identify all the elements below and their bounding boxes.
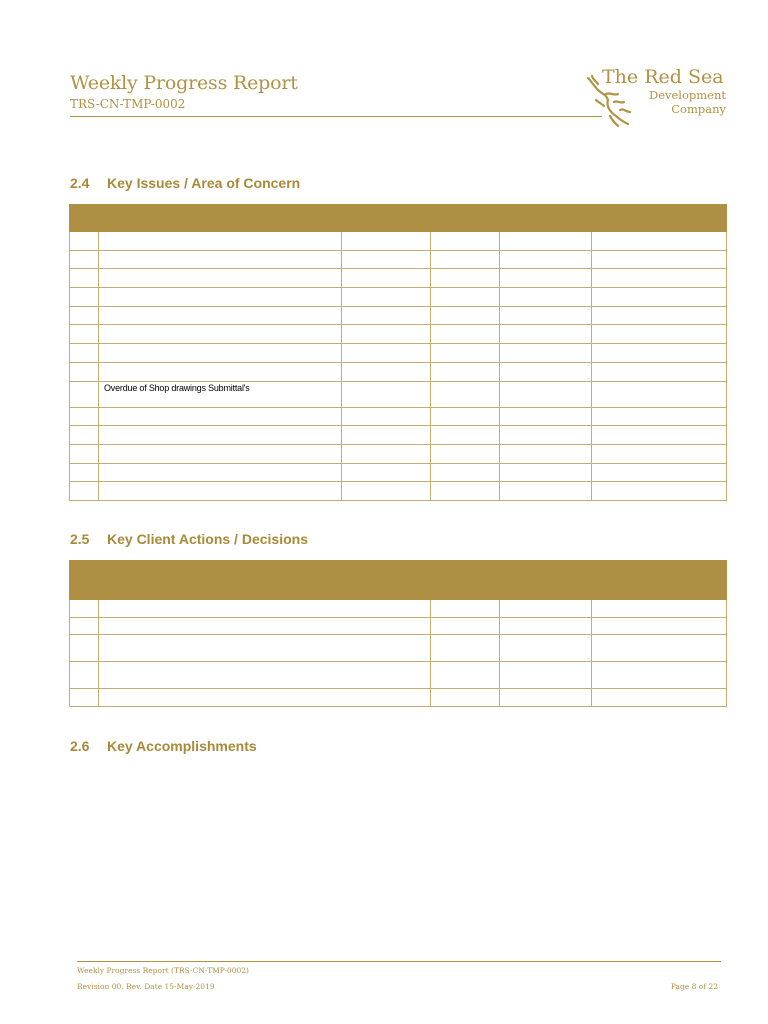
table-cell	[70, 288, 99, 307]
table-row	[70, 232, 727, 251]
table-cell	[500, 635, 592, 662]
table-cell	[431, 635, 500, 662]
table-cell	[431, 444, 500, 463]
table-cell	[70, 482, 99, 501]
cell-text	[99, 307, 341, 308]
cell-text	[342, 307, 430, 308]
table-row	[70, 600, 727, 618]
table-cell	[99, 381, 342, 407]
table-cell	[99, 444, 342, 463]
section-heading-2-6	[70, 738, 257, 754]
cell-text	[70, 382, 98, 383]
table-cell	[431, 482, 500, 501]
table-cell	[70, 250, 99, 269]
issues-table	[69, 204, 727, 501]
table-cell	[99, 325, 342, 344]
cell-text	[431, 382, 499, 383]
table-cell	[431, 325, 500, 344]
cell-text	[70, 482, 98, 483]
cell-text	[500, 325, 591, 326]
table-cell	[592, 600, 727, 618]
table-row	[70, 344, 727, 363]
table-cell	[342, 325, 431, 344]
section-number: 2.5	[70, 531, 90, 547]
table-row	[70, 250, 727, 269]
cell-text	[431, 325, 499, 326]
cell-text	[592, 635, 726, 636]
cell-text	[500, 618, 591, 619]
cell-text	[99, 464, 341, 465]
table-cell	[592, 325, 727, 344]
cell-text	[342, 232, 430, 233]
table-cell	[592, 444, 727, 463]
table-cell	[70, 344, 99, 363]
cell-text	[500, 445, 591, 446]
table-row	[70, 689, 727, 707]
table-cell	[431, 232, 500, 251]
table-cell	[500, 288, 592, 307]
cell-text	[592, 344, 726, 345]
logo-text-line1: The Red Sea	[602, 66, 724, 88]
table-cell	[431, 288, 500, 307]
table-cell	[99, 288, 342, 307]
table-cell	[342, 463, 431, 482]
cell-text	[70, 288, 98, 289]
cell-text	[592, 269, 726, 270]
table-cell	[342, 232, 431, 251]
table-row	[70, 381, 727, 407]
cell-text	[592, 464, 726, 465]
cell-text	[592, 363, 726, 364]
table-cell	[342, 482, 431, 501]
cell-text	[592, 325, 726, 326]
table-cell	[500, 426, 592, 445]
cell-text	[592, 307, 726, 308]
table-cell	[500, 600, 592, 618]
section-number: 2.4	[70, 175, 90, 191]
cell-text	[592, 445, 726, 446]
cell-text	[431, 600, 499, 601]
footer-revision: Revision 00, Rev. Date 15-May-2019	[77, 982, 215, 991]
cell-text	[592, 251, 726, 252]
table-row	[70, 325, 727, 344]
table-cell	[592, 269, 727, 288]
table-cell	[592, 288, 727, 307]
table-cell	[431, 426, 500, 445]
table-cell	[500, 306, 592, 325]
cell-text	[431, 464, 499, 465]
cell-text	[70, 689, 98, 690]
cell-text	[70, 251, 98, 252]
table-row	[70, 482, 727, 501]
cell-text	[592, 600, 726, 601]
table-cell	[500, 381, 592, 407]
table-cell	[431, 250, 500, 269]
logo-text-line3: Company	[671, 102, 726, 116]
table-cell	[99, 362, 342, 381]
header-divider	[70, 116, 602, 117]
cell-text	[342, 426, 430, 427]
cell-text	[500, 408, 591, 409]
table-cell	[70, 232, 99, 251]
table-cell	[342, 288, 431, 307]
cell-text	[500, 635, 591, 636]
table-cell	[70, 662, 99, 689]
cell-text	[99, 344, 341, 345]
cell-text	[500, 363, 591, 364]
table-header-band	[70, 205, 727, 232]
section-title: Key Issues / Area of Concern	[107, 175, 301, 191]
cell-text	[342, 408, 430, 409]
cell-text	[500, 689, 591, 690]
cell-text	[99, 445, 341, 446]
table-cell	[70, 600, 99, 618]
cell-text	[70, 344, 98, 345]
table-cell	[500, 662, 592, 689]
table-cell	[99, 662, 431, 689]
table-cell	[592, 635, 727, 662]
table-cell	[431, 689, 500, 707]
table-cell	[70, 617, 99, 635]
table-cell	[70, 269, 99, 288]
cell-text	[592, 288, 726, 289]
client-actions-table	[69, 560, 727, 707]
cell-text	[431, 408, 499, 409]
table-cell	[70, 362, 99, 381]
table-header-row	[70, 205, 727, 232]
table-cell	[99, 306, 342, 325]
table-cell	[592, 232, 727, 251]
cell-text	[431, 482, 499, 483]
cell-text	[431, 363, 499, 364]
cell-text	[70, 307, 98, 308]
table-cell	[592, 306, 727, 325]
table-cell	[500, 482, 592, 501]
table-cell	[431, 269, 500, 288]
table-cell	[342, 444, 431, 463]
table-cell	[99, 269, 342, 288]
cell-text	[431, 269, 499, 270]
footer-divider	[77, 961, 721, 962]
cell-text	[592, 232, 726, 233]
table-row	[70, 444, 727, 463]
table-cell	[342, 381, 431, 407]
table-cell	[592, 463, 727, 482]
cell-text	[342, 344, 430, 345]
table-cell	[342, 269, 431, 288]
cell-text	[70, 325, 98, 326]
table-cell	[431, 362, 500, 381]
section-number: 2.6	[70, 738, 90, 754]
table-row	[70, 288, 727, 307]
table-header-band	[70, 561, 727, 600]
cell-text	[342, 288, 430, 289]
table-cell	[99, 250, 342, 269]
section-title: Key Client Actions / Decisions	[107, 531, 308, 547]
cell-text	[500, 269, 591, 270]
table-cell	[99, 407, 342, 426]
cell-text	[342, 325, 430, 326]
cell-text: Overdue of Shop drawings Submittal's	[104, 382, 250, 393]
cell-text	[500, 344, 591, 345]
cell-text	[70, 408, 98, 409]
cell-text	[70, 363, 98, 364]
table-cell	[99, 635, 431, 662]
cell-text	[99, 600, 430, 601]
cell-text	[99, 251, 341, 252]
table-header-row	[70, 561, 727, 600]
table-cell	[500, 617, 592, 635]
table-cell	[99, 344, 342, 363]
table-row	[70, 463, 727, 482]
table-cell	[592, 362, 727, 381]
table-cell	[592, 381, 727, 407]
table-cell	[70, 325, 99, 344]
table-cell	[500, 444, 592, 463]
table-cell	[500, 689, 592, 707]
cell-text	[99, 635, 430, 636]
cell-text	[431, 635, 499, 636]
table-cell	[431, 306, 500, 325]
table-cell	[99, 426, 342, 445]
cell-text	[431, 445, 499, 446]
table-cell	[431, 344, 500, 363]
cell-text	[431, 662, 499, 663]
table-row	[70, 426, 727, 445]
table-row	[70, 362, 727, 381]
table-cell	[592, 344, 727, 363]
cell-text	[592, 426, 726, 427]
table-cell	[99, 482, 342, 501]
table-cell	[500, 362, 592, 381]
table-cell	[99, 689, 431, 707]
cell-text	[70, 269, 98, 270]
table-row	[70, 269, 727, 288]
table-cell	[592, 617, 727, 635]
logo-text-line2: Development	[648, 88, 726, 102]
table-cell	[342, 362, 431, 381]
cell-text	[592, 482, 726, 483]
cell-text	[342, 445, 430, 446]
table-cell	[70, 306, 99, 325]
company-logo	[584, 64, 730, 130]
table-cell	[70, 407, 99, 426]
cell-text	[70, 662, 98, 663]
table-row	[70, 407, 727, 426]
cell-text	[592, 662, 726, 663]
cell-text	[99, 408, 341, 409]
table-cell	[500, 232, 592, 251]
cell-text	[99, 232, 341, 233]
document-code: TRS-CN-TMP-0002	[70, 97, 186, 111]
cell-text	[70, 232, 98, 233]
section-title: Key Accomplishments	[107, 738, 257, 754]
table-cell	[500, 344, 592, 363]
section-heading-2-4	[70, 175, 300, 191]
cell-text	[70, 426, 98, 427]
table-cell	[342, 426, 431, 445]
table-cell	[70, 381, 99, 407]
cell-text	[500, 232, 591, 233]
cell-text	[70, 445, 98, 446]
cell-text	[431, 251, 499, 252]
table-cell	[431, 600, 500, 618]
cell-text	[500, 307, 591, 308]
table-cell	[500, 325, 592, 344]
table-row	[70, 306, 727, 325]
cell-text	[431, 307, 499, 308]
table-cell	[70, 463, 99, 482]
cell-text	[342, 363, 430, 364]
table-cell	[500, 250, 592, 269]
footer-report-name: Weekly Progress Report (TRS-CN-TMP-0002)	[77, 966, 249, 975]
table-cell	[342, 250, 431, 269]
cell-text	[500, 288, 591, 289]
cell-text	[431, 689, 499, 690]
table-cell	[592, 407, 727, 426]
cell-text	[70, 635, 98, 636]
table-cell	[99, 617, 431, 635]
table-cell	[70, 635, 99, 662]
cell-text	[500, 251, 591, 252]
cell-text	[342, 464, 430, 465]
table-cell	[592, 482, 727, 501]
table-cell	[500, 269, 592, 288]
table-cell	[431, 463, 500, 482]
table-cell	[592, 426, 727, 445]
table-cell	[500, 407, 592, 426]
table-cell	[70, 444, 99, 463]
cell-text	[70, 464, 98, 465]
cell-text	[431, 344, 499, 345]
cell-text	[99, 426, 341, 427]
cell-text	[342, 269, 430, 270]
cell-text	[592, 408, 726, 409]
table-row	[70, 635, 727, 662]
table-cell	[342, 407, 431, 426]
cell-text	[342, 482, 430, 483]
table-cell	[99, 463, 342, 482]
cell-text	[500, 382, 591, 383]
cell-text	[99, 325, 341, 326]
cell-text	[99, 689, 430, 690]
table-row	[70, 617, 727, 635]
table-cell	[70, 426, 99, 445]
table-cell	[342, 344, 431, 363]
footer-page-number: Page 8 of 22	[670, 982, 718, 991]
cell-text	[70, 600, 98, 601]
table-cell	[99, 600, 431, 618]
table-row	[70, 662, 727, 689]
cell-text	[431, 426, 499, 427]
cell-text	[99, 363, 341, 364]
cell-text	[500, 600, 591, 601]
table-cell	[431, 662, 500, 689]
cell-text	[99, 288, 341, 289]
cell-text	[500, 662, 591, 663]
cell-text	[431, 618, 499, 619]
table-cell	[592, 689, 727, 707]
table-cell	[431, 617, 500, 635]
cell-text	[342, 382, 430, 383]
cell-text	[99, 618, 430, 619]
cell-text	[70, 618, 98, 619]
cell-text	[500, 426, 591, 427]
cell-text	[99, 662, 430, 663]
cell-text	[99, 269, 341, 270]
section-heading-2-5	[70, 531, 308, 547]
cell-text	[431, 232, 499, 233]
table-cell	[342, 306, 431, 325]
table-cell	[592, 250, 727, 269]
cell-text	[99, 482, 341, 483]
cell-text	[500, 464, 591, 465]
cell-text	[342, 251, 430, 252]
table-cell	[500, 463, 592, 482]
table-cell	[431, 407, 500, 426]
cell-text	[592, 618, 726, 619]
document-title: Weekly Progress Report	[70, 72, 298, 94]
cell-text	[500, 482, 591, 483]
cell-text	[592, 689, 726, 690]
table-cell	[70, 689, 99, 707]
cell-text	[592, 382, 726, 383]
table-cell	[431, 381, 500, 407]
table-cell	[592, 662, 727, 689]
table-cell	[99, 232, 342, 251]
cell-text	[431, 288, 499, 289]
